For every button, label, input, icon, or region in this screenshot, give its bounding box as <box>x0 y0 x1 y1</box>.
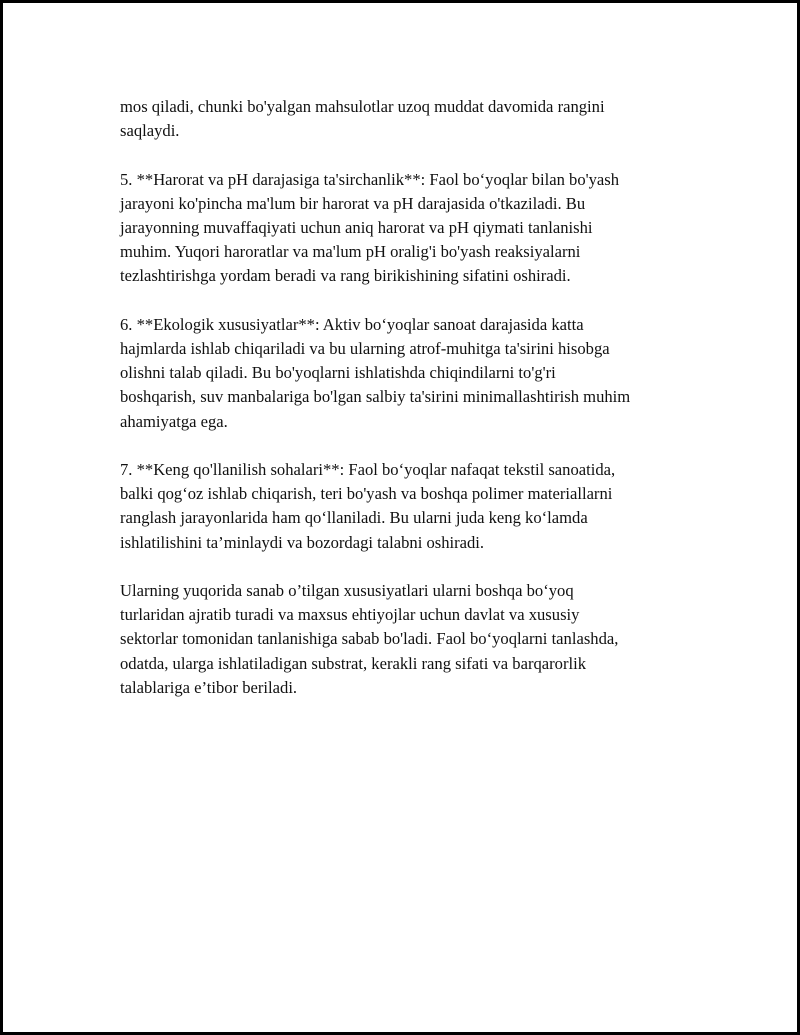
document-body <box>120 95 695 724</box>
paragraph-continuation: mos qiladi, chunki bo'yalgan mahsulotlar uzoq muddat davomida rangini saqlaydi. <box>120 97 605 141</box>
paragraph-item-7: 7. **Keng qo'llanilish sohalari**: Faol bo‘yoqlar nafaqat tekstil sanoatida, balki qog‘oz ishlab chiqarish, teri bo'yash va boshqa polimer materiallarni ranglash jarayonlarida ham qo‘llaniladi. Bu ularni juda keng ko‘lamda ishlatilishini ta’minlaydi va bozordagi talabni oshiradi. <box>120 460 616 552</box>
paragraph-item-5: 5. **Harorat va pH darajasiga ta'sirchanlik**: Faol bo‘yoqlar bilan bo'yash jarayoni ko'pincha ma'lum bir harorat va pH darajasida o'tkaziladi. Bu jarayonning muvaffaqiyati uchun aniq harorat va pH qiymati tanlanishi muhim. Yuqori haroratlar va ma'lum pH oralig'i bo'yash reaksiyalarni tezlashtirishga yordam beradi va rang birikishining sifatini oshiradi. <box>120 169 620 286</box>
paragraph-item-6: 6. **Ekologik xususiyatlar**: Aktiv bo‘yoqlar sanoat darajasida katta hajmlarda ishlab chiqariladi va bu ularning atrof-muhitga ta'sirini hisobga olishni talab qiladi. Bu bo'yoqlarni ishlatishda chiqindilarni to'g'ri boshqarish, suv manbalariga bo'lgan salbiy ta'sirini minimallashtirish muhim ahamiyatga ega. <box>120 314 631 431</box>
paragraph-conclusion: Ularning yuqorida sanab o’tilgan xususiyatlari ularni boshqa bo‘yoq turlaridan ajratib turadi va maxsus ehtiyojlar uchun davlat va xususiy sektorlar tomonidan tanlanishiga sabab bo'ladi. Faol bo‘yoqlarni tanlashda, odatda, ularga ishlatiladigan substrat, kerakli rang sifati va barqarorlik talablariga e’tibor beriladi. <box>120 581 619 697</box>
